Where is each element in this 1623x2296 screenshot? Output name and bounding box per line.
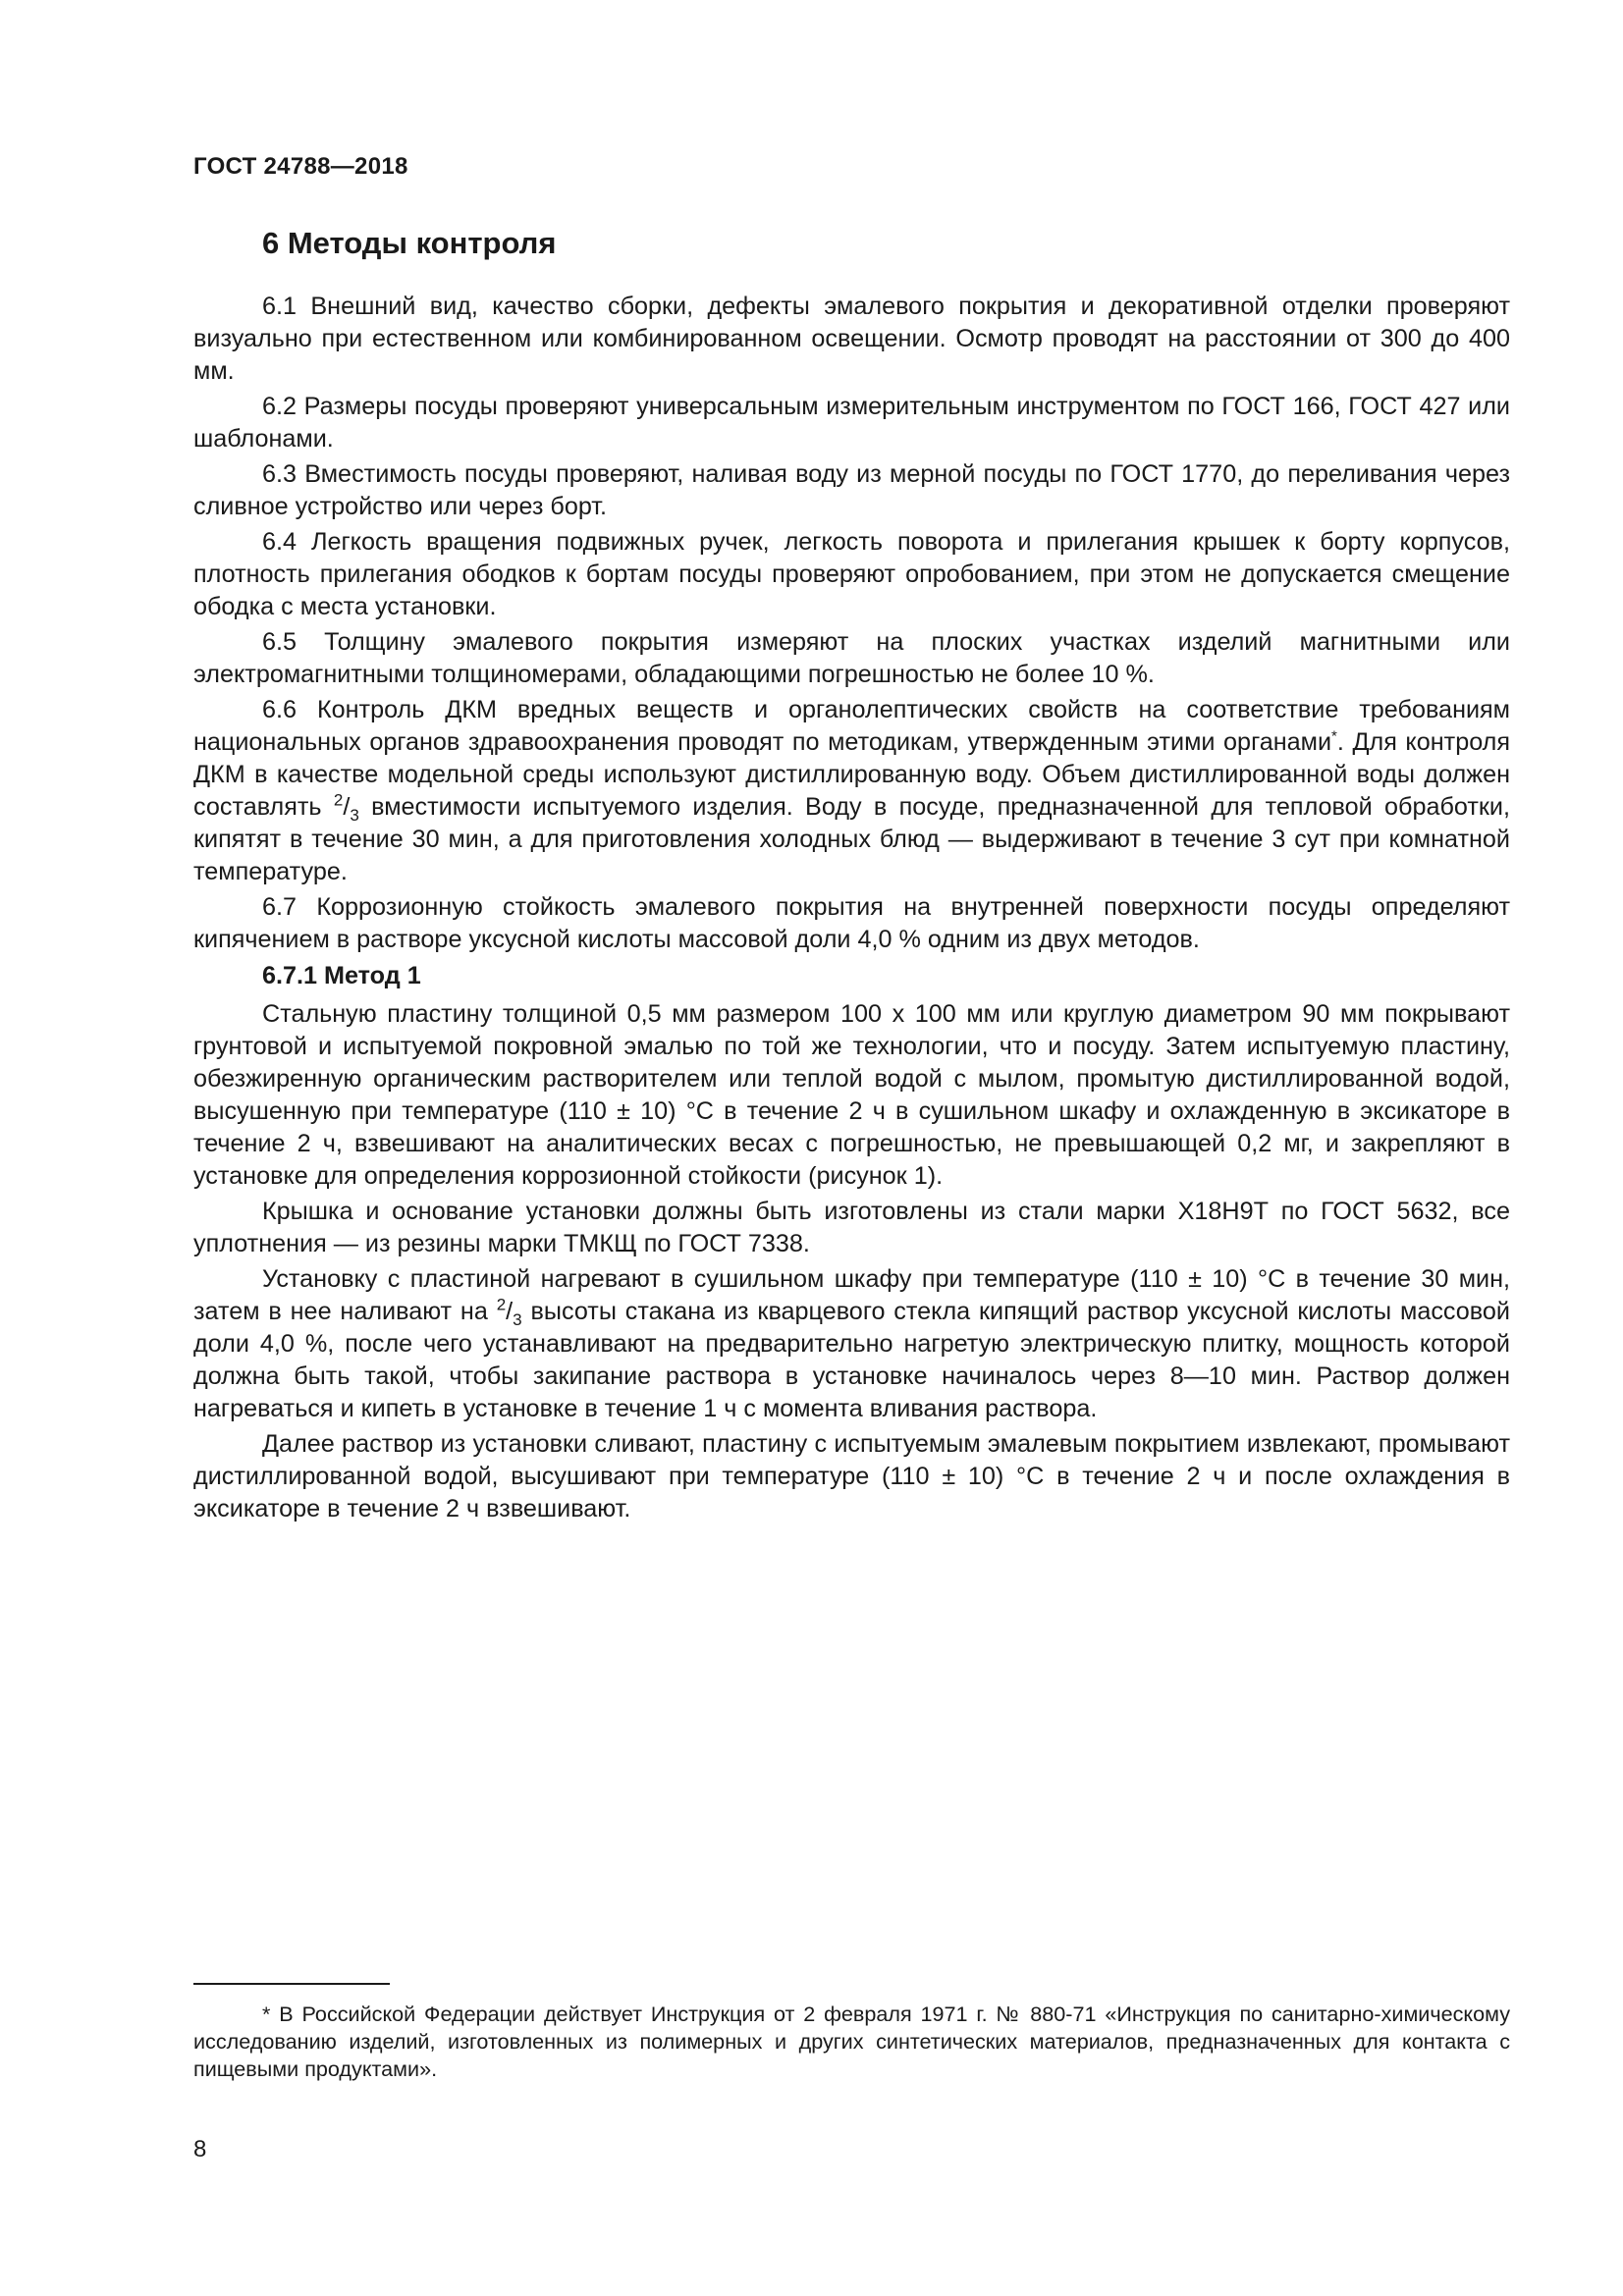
paragraph-6-6	[193, 694, 1510, 888]
footnote: * В Российской Федерации действует Инструкция от 2 февраля 1971 г. № 880-71 «Инструкция по санитарно-химическому исследованию изделий, изготовленных из полимерных и других синтетических материалов, предназначенных для контакта с пищевыми продуктами».	[193, 2002, 1510, 2081]
fraction-separator: /	[343, 793, 351, 821]
paragraph-6-1: 6.1 Внешний вид, качество сборки, дефекты эмалевого покрытия и декоративной отделки проверяют визуально при естественном или комбинированном освещении. Осмотр проводят на расстоянии от 300 до 400 мм.	[193, 293, 1510, 385]
fraction-denominator-2: 3	[513, 1310, 522, 1330]
page-number: 8	[193, 2136, 207, 2163]
method-1-paragraph-3-text-1: Установку с пластиной нагревают в сушильном шкафу при температуре (110 ± 10) °С в течение 30 мин, затем в нее наливают на	[193, 1265, 1510, 1325]
paragraph-6-3: 6.3 Вместимость посуды проверяют, наливая воду из мерной посуды по ГОСТ 1770, до переливания через сливное устройство или через борт.	[193, 460, 1510, 520]
method-1-paragraph-2: Крышка и основание установки должны быть изготовлены из стали марки Х18Н9Т по ГОСТ 5632, все уплотнения — из резины марки ТМКЩ по ГОСТ 7338.	[193, 1198, 1510, 1257]
paragraph-6-5: 6.5 Толщину эмалевого покрытия измеряют на плоских участках изделий магнитными или электромагнитными толщиномерами, обладающими погрешностью не более 10 %.	[193, 628, 1510, 688]
footnote-divider	[193, 1983, 390, 1985]
paragraph-6-6-text-3: вместимости испытуемого изделия. Воду в посуде, предназначенной для тепловой обработки, кипятят в течение 30 мин, а для приготовления холодных блюд — выдерживают в течение 3 сут при комнатной температуре.	[193, 793, 1511, 885]
footnote-marker: *	[1331, 727, 1337, 745]
document-header-id: ГОСТ 24788—2018	[193, 153, 408, 180]
fraction-numerator-2: 2	[496, 1295, 507, 1314]
method-1-paragraph-4: Далее раствор из установки сливают, пластину с испытуемым эмалевым покрытием извлекают, промывают дистиллированной водой, высушивают при температуре (110 ± 10) °С в течение 2 ч и после охлаждения в эксикаторе в течение 2 ч взвешивают.	[193, 1430, 1510, 1522]
fraction-two-thirds	[333, 790, 359, 826]
paragraph-6-2: 6.2 Размеры посуды проверяют универсальным измерительным инструментом по ГОСТ 166, ГОСТ 427 или шаблонами.	[193, 393, 1510, 453]
fraction-separator-2: /	[506, 1298, 514, 1325]
body-text	[193, 224, 1510, 1525]
fraction-two-thirds-2	[496, 1295, 522, 1330]
method-1-paragraph-3-text-2: высоты стакана из кварцевого стекла кипящий раствор уксусной кислоты массовой доли 4,0 %, после чего устанавливают на предварительно нагретую электрическую плитку, мощность которой должна быть такой, чтобы закипание раствора в установке начиналось через 8—10 мин. Раствор должен нагреваться и кипеть в установке в течение 1 ч с момента вливания раствора.	[193, 1298, 1510, 1422]
method-1-paragraph-3	[193, 1263, 1510, 1425]
fraction-numerator: 2	[333, 790, 344, 810]
method-1-paragraph-1: Стальную пластину толщиной 0,5 мм размером 100 х 100 мм или круглую диаметром 90 мм покрывают грунтовой и испытуемой покровной эмалью по той же технологии, что и посуду. Затем испытуемую пластину, обезжиренную органическим растворителем или теплой водой с мылом, промытую дистиллированной водой, высушенную при температуре (110 ± 10) °С в течение 2 ч в сушильном шкафу и охлажденную в эксикаторе в течение 2 ч, взвешивают на аналитических весах с погрешностью, не превышающей 0,2 мг, и закрепляют в установке для определения коррозионной стойкости (рисунок 1).	[193, 1000, 1510, 1190]
method-1-title: 6.7.1 Метод 1	[262, 962, 421, 989]
paragraph-6-6-text-1: 6.6 Контроль ДКМ вредных веществ и органолептических свойств на соответствие требованиям национальных органов здравоохранения проводят по методикам, утвержденным этими органами	[193, 696, 1510, 756]
paragraph-6-7: 6.7 Коррозионную стойкость эмалевого покрытия на внутренней поверхности посуды определяют кипячением в растворе уксусной кислоты массовой доли 4,0 % одним из двух методов.	[193, 893, 1510, 953]
paragraph-6-4: 6.4 Легкость вращения подвижных ручек, легкость поворота и прилегания крышек к борту корпусов, плотность прилегания ободков к бортам посуды проверяют опробованием, при этом не допускается смещение ободка с места установки.	[193, 528, 1510, 620]
fraction-denominator: 3	[350, 806, 359, 826]
section-title: 6 Методы контроля	[262, 226, 557, 260]
paragraph-6-6-text-2: . Для контроля ДКМ в качестве модельной среды используют дистиллированную воду. Объем дистиллированной воды должен составлять	[193, 728, 1510, 821]
